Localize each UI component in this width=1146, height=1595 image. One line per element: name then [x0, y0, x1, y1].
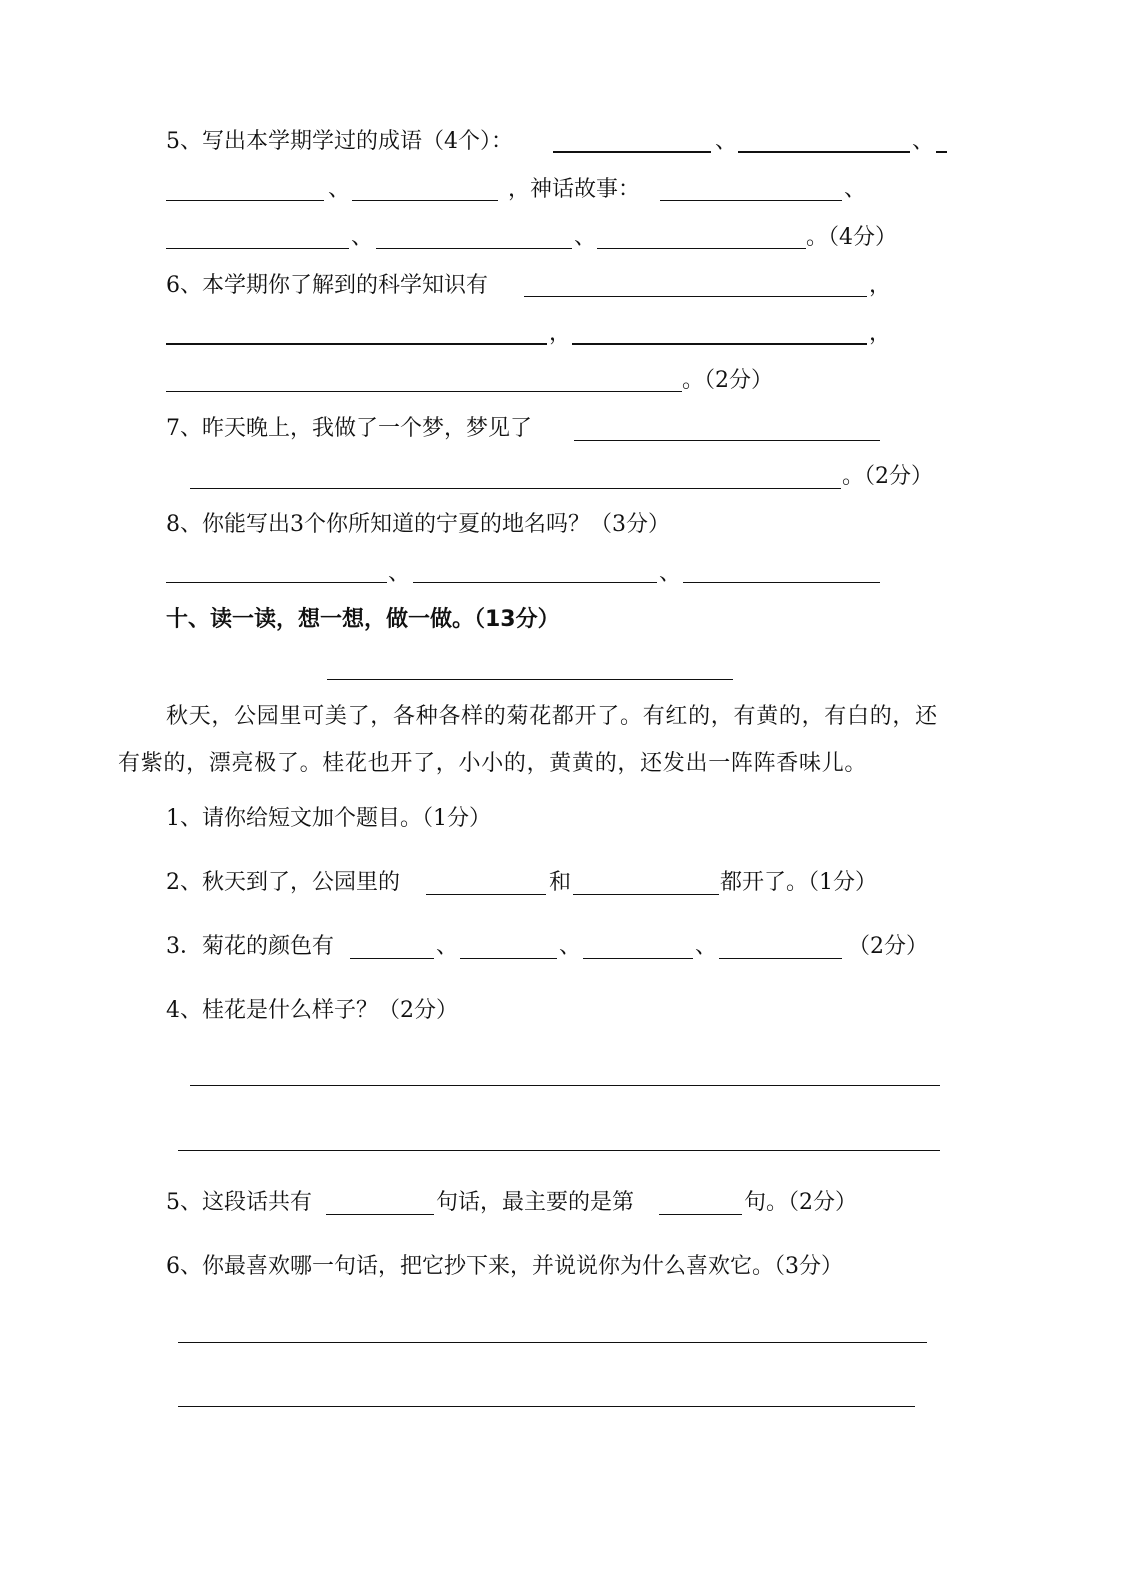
s10-q3-separator: 、	[559, 934, 582, 959]
s10-question-2-part-b: 和	[549, 870, 572, 895]
s10-question-3-prompt: 3．菊花的颜色有	[166, 934, 334, 959]
s10-q3-score: （2分）	[848, 934, 928, 959]
q5-myth-label: ，神话故事：	[508, 177, 641, 202]
s10-question-1: 1、请你给短文加个题目。（1分）	[166, 806, 491, 831]
q6-blank-3[interactable]	[572, 343, 867, 345]
q8-blank-3[interactable]	[683, 582, 880, 583]
q5-separator: 、	[351, 225, 374, 250]
q8-prompt: 8、你能写出3个你所知道的宁夏的地名吗？（3分）	[166, 512, 670, 537]
s10-q3-blank-1[interactable]	[350, 958, 434, 959]
s10-q3-separator: 、	[436, 934, 459, 959]
s10-question-5-part-b: 句话，最主要的是第	[436, 1190, 635, 1215]
q5-idiom-blank-3[interactable]	[166, 200, 324, 201]
s10-question-5-part-a: 5、这段话共有	[166, 1190, 312, 1215]
q7-blank-2[interactable]	[190, 488, 841, 489]
s10-q2-blank-1[interactable]	[426, 894, 546, 895]
q8-separator: 、	[388, 561, 411, 586]
section-10-heading: 十、读一读，想一想，做一做。（13分）	[166, 607, 560, 632]
s10-question-5-part-c: 句。（2分）	[744, 1190, 857, 1215]
s10-q5-blank-2[interactable]	[659, 1214, 742, 1215]
q5-separator: 、	[574, 225, 597, 250]
q5-prompt: 5、写出本学期学过的成语（4个）：	[166, 129, 513, 154]
q5-idiom-blank-1[interactable]	[553, 151, 711, 153]
q5-separator: 、	[912, 129, 935, 154]
passage-title-blank[interactable]	[327, 679, 733, 680]
s10-q3-separator: 、	[695, 934, 718, 959]
q6-comma: ，	[549, 321, 572, 346]
q6-comma: ，	[869, 273, 892, 298]
q5-separator: 、	[844, 177, 867, 202]
q7-score: 。（2分）	[842, 464, 933, 489]
q5-myth-blank-2[interactable]	[166, 248, 349, 249]
q6-prompt: 6、本学期你了解到的科学知识有	[166, 273, 488, 298]
s10-q6-answer-line-1[interactable]	[178, 1342, 927, 1343]
q7-blank-1[interactable]	[574, 440, 880, 441]
s10-q5-blank-1[interactable]	[326, 1214, 434, 1215]
q8-blank-1[interactable]	[166, 582, 387, 583]
s10-question-6: 6、你最喜欢哪一句话，把它抄下来，并说说你为什么喜欢它。（3分）	[166, 1254, 843, 1279]
s10-q3-blank-3[interactable]	[583, 958, 693, 959]
q5-score: 。（4分）	[806, 225, 897, 250]
q8-separator: 、	[659, 561, 682, 586]
q5-idiom-blank-3-start[interactable]	[936, 151, 947, 153]
passage-line-1: 秋天，公园里可美了，各种各样的菊花都开了。有红的，有黄的，有白的，还	[166, 704, 938, 729]
s10-q3-blank-2[interactable]	[460, 958, 557, 959]
s10-q2-blank-2[interactable]	[573, 894, 719, 895]
q5-myth-blank-1[interactable]	[660, 200, 842, 201]
s10-question-2-part-c: 都开了。（1分）	[720, 870, 877, 895]
q6-blank-1[interactable]	[524, 296, 867, 297]
q6-score: 。（2分）	[682, 368, 773, 393]
s10-q4-answer-line-1[interactable]	[190, 1085, 940, 1086]
q5-idiom-blank-2[interactable]	[738, 151, 910, 153]
q6-comma: ，	[869, 321, 892, 346]
q6-blank-2[interactable]	[166, 343, 547, 345]
passage-line-2: 有紫的，漂亮极了。桂花也开了，小小的，黄黄的，还发出一阵阵香味儿。	[118, 751, 868, 776]
q5-separator: 、	[328, 177, 351, 202]
q6-blank-4[interactable]	[166, 391, 682, 392]
s10-q3-blank-4[interactable]	[719, 958, 842, 959]
q5-idiom-blank-4[interactable]	[352, 200, 498, 201]
q5-myth-blank-4[interactable]	[597, 248, 806, 249]
q5-separator: 、	[715, 129, 738, 154]
s10-question-2-part-a: 2、秋天到了，公园里的	[166, 870, 400, 895]
s10-q4-answer-line-2[interactable]	[178, 1150, 940, 1151]
q8-blank-2[interactable]	[413, 582, 657, 583]
q5-myth-blank-3[interactable]	[376, 248, 572, 249]
q7-prompt: 7、昨天晚上，我做了一个梦，梦见了	[166, 416, 532, 441]
s10-question-4: 4、桂花是什么样子？（2分）	[166, 998, 458, 1023]
s10-q6-answer-line-2[interactable]	[178, 1406, 915, 1407]
